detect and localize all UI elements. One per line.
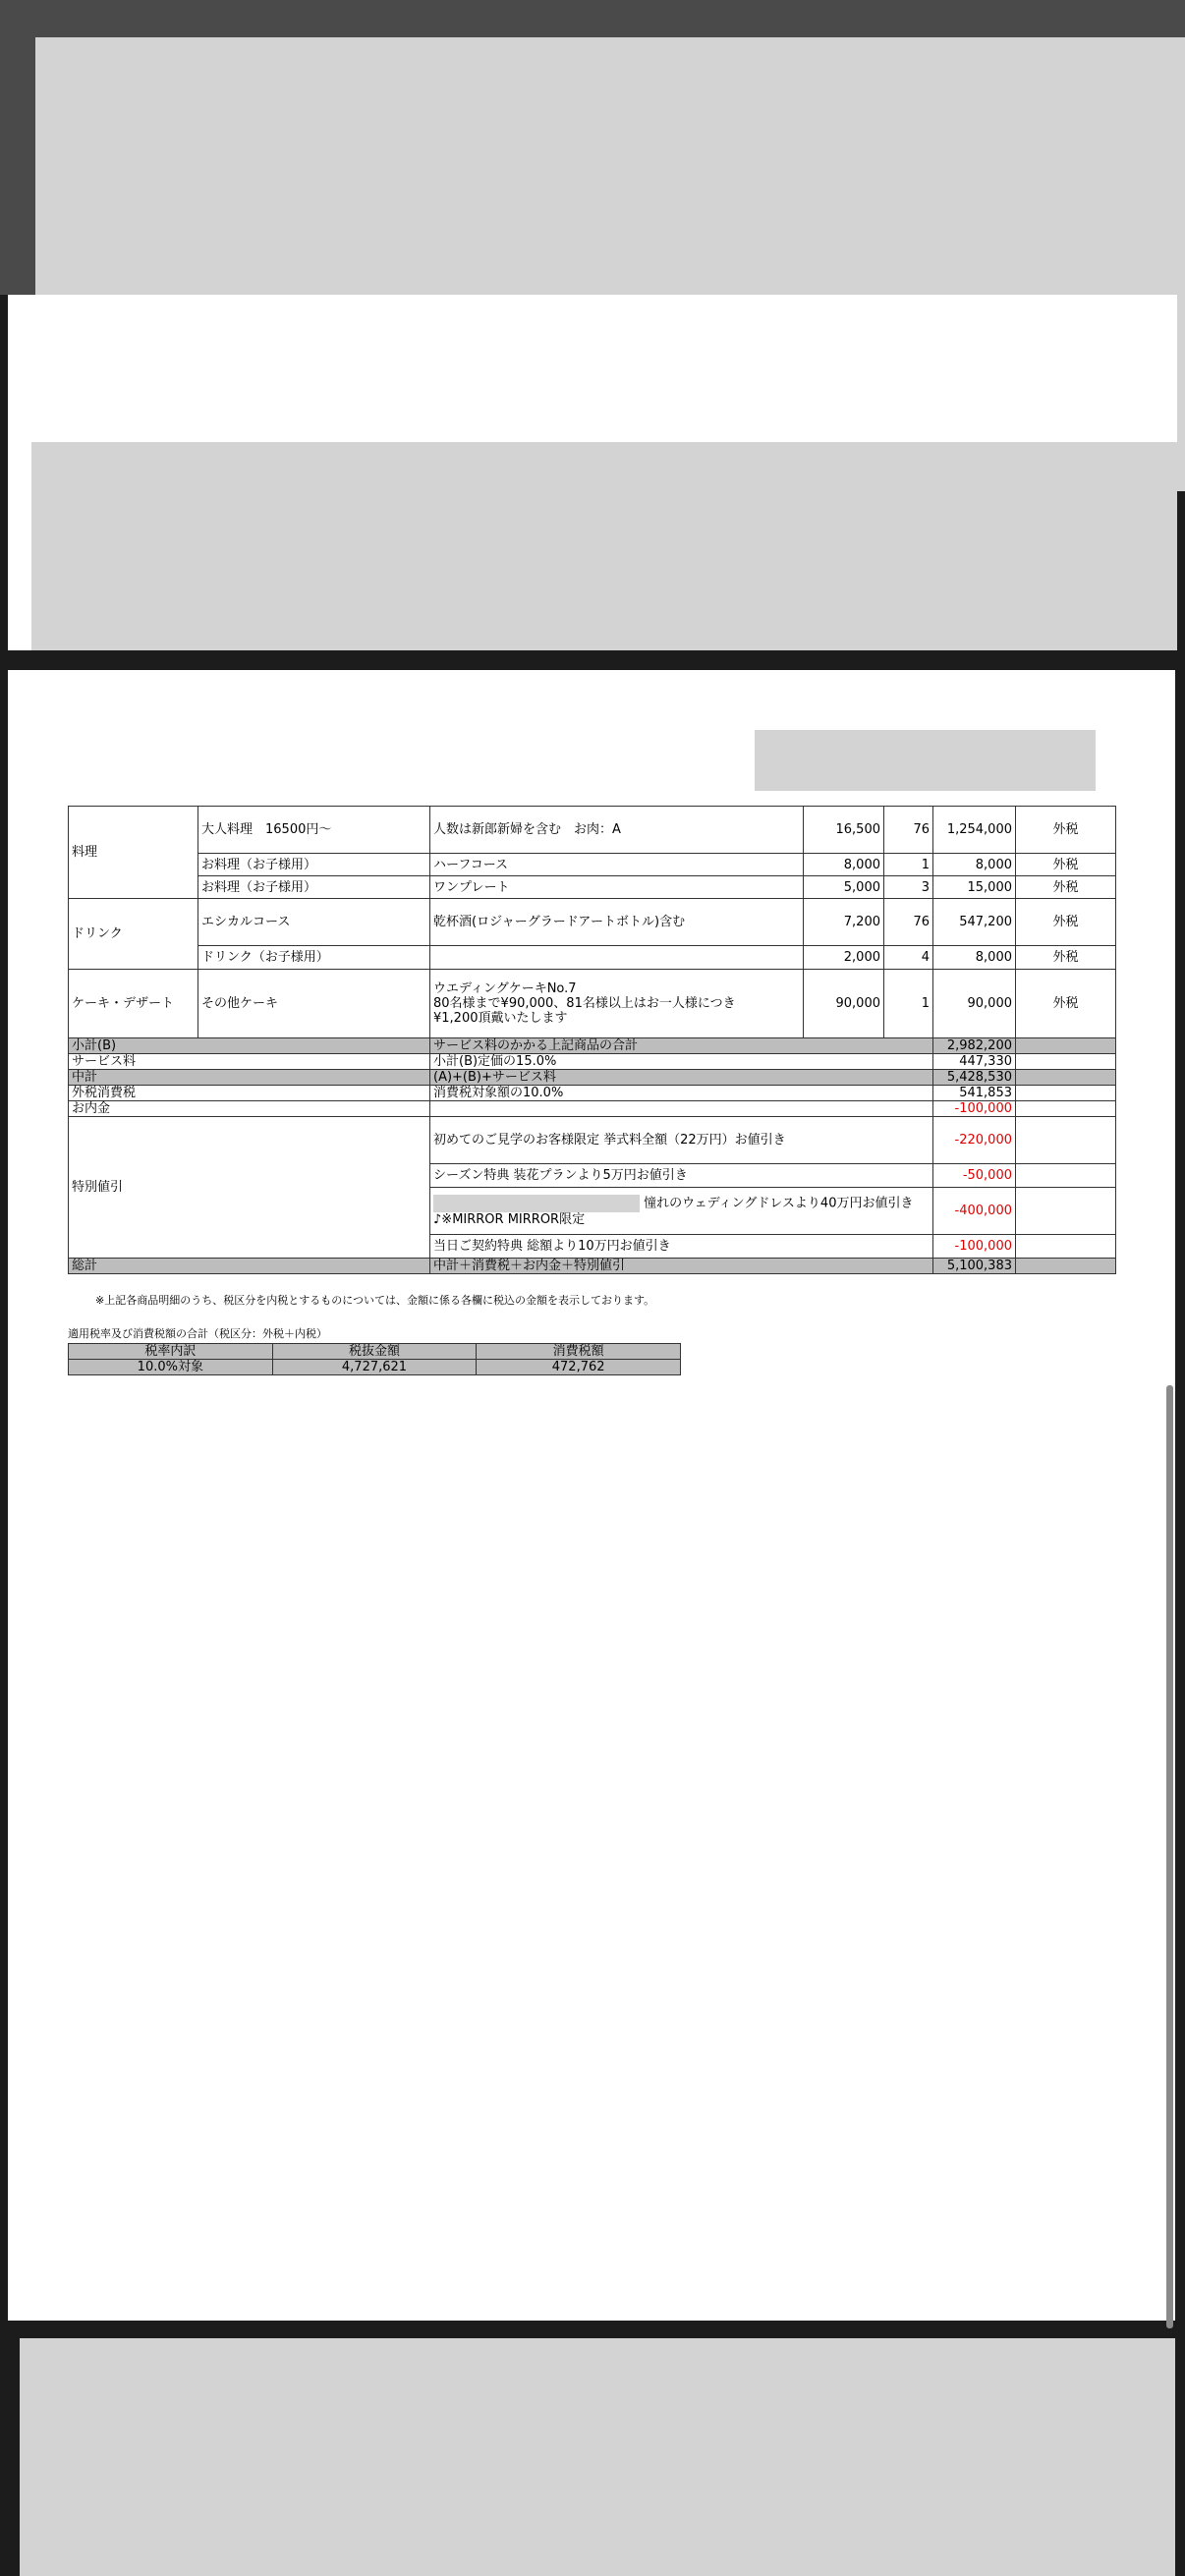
item-cell: その他ケーキ — [198, 970, 430, 1038]
tax-row — [69, 1086, 1116, 1101]
tax-desc: 消費税対象額の10.0% — [430, 1086, 933, 1101]
midtotal-label: 中計 — [69, 1070, 430, 1086]
total-label: 総計 — [69, 1259, 430, 1274]
tax-note: ※上記各商品明細のうち、税区分を内税とするものについては、金額に係る各欄に税込の金額を表示しております。 — [95, 1294, 655, 1307]
qty-cell: 1 — [884, 970, 933, 1038]
estimate-table — [68, 806, 1116, 1274]
qty-cell: 76 — [884, 899, 933, 946]
summary-cell: 4,727,621 — [272, 1360, 477, 1375]
deposit-amount: -100,000 — [933, 1101, 1016, 1117]
tax-amount: 541,853 — [933, 1086, 1016, 1101]
unit-price-cell: 7,200 — [804, 899, 884, 946]
tax-type-cell: 外税 — [1016, 807, 1116, 854]
summary-row — [69, 1360, 681, 1375]
midtotal-row — [69, 1070, 1116, 1086]
discount-amount: -50,000 — [933, 1164, 1016, 1188]
amount-cell: 15,000 — [933, 876, 1016, 899]
table-row — [69, 876, 1116, 899]
total-desc: 中計＋消費税＋お内金＋特別値引 — [430, 1259, 933, 1274]
estimate-document — [68, 806, 1115, 1375]
discount-row — [69, 1117, 1116, 1164]
description-cell: 乾杯酒(ロジャーグラードアートボトル)含む — [430, 899, 804, 946]
empty-cell — [430, 1101, 933, 1117]
tax-type-cell: 外税 — [1016, 970, 1116, 1038]
empty-cell — [1016, 1117, 1116, 1164]
empty-cell — [1016, 1259, 1116, 1274]
category-cell: ケーキ・デザート — [69, 970, 198, 1038]
unit-price-cell: 5,000 — [804, 876, 884, 899]
service-amount: 447,330 — [933, 1054, 1016, 1070]
discount-amount: -220,000 — [933, 1117, 1016, 1164]
empty-cell — [1016, 1038, 1116, 1054]
subtotal-amount: 2,982,200 — [933, 1038, 1016, 1054]
unit-price-cell: 16,500 — [804, 807, 884, 854]
tax-type-cell: 外税 — [1016, 899, 1116, 946]
midtotal-desc: (A)+(B)+サービス料 — [430, 1070, 933, 1086]
discount-desc: 当日ご契約特典 総額より10万円お値引き — [430, 1235, 933, 1259]
tax-label: 外税消費税 — [69, 1086, 430, 1101]
subtotal-desc: サービス料のかかる上記商品の合計 — [430, 1038, 933, 1054]
tax-type-cell: 外税 — [1016, 946, 1116, 970]
discount-desc: シーズン特典 装花プランより5万円お値引き — [430, 1164, 933, 1188]
discount-amount: -400,000 — [933, 1188, 1016, 1235]
document-page — [8, 670, 1175, 2321]
amount-cell: 90,000 — [933, 970, 1016, 1038]
qty-cell: 3 — [884, 876, 933, 899]
redacted-text — [433, 1195, 640, 1212]
table-row — [69, 854, 1116, 876]
discount-desc: 初めてのご見学のお客様限定 挙式料全額（22万円）お値引き — [430, 1117, 933, 1164]
category-cell: 料理 — [69, 807, 198, 899]
summary-header: 消費税額 — [477, 1344, 681, 1360]
discount-desc-line: 憧れのウェディングドレスより40万円お値引き — [644, 1196, 914, 1211]
empty-cell — [1016, 1101, 1116, 1117]
item-cell: お料理（お子様用） — [198, 876, 430, 899]
service-row — [69, 1054, 1116, 1070]
summary-header-row — [69, 1344, 681, 1360]
redacted-stamp — [755, 730, 1096, 791]
tax-type-cell: 外税 — [1016, 854, 1116, 876]
summary-header: 税抜金額 — [272, 1344, 477, 1360]
discount-amount: -100,000 — [933, 1235, 1016, 1259]
deposit-row — [69, 1101, 1116, 1117]
previous-page — [8, 295, 1177, 650]
deposit-label: お内金 — [69, 1101, 430, 1117]
table-row — [69, 807, 1116, 854]
unit-price-cell: 90,000 — [804, 970, 884, 1038]
redacted-region — [31, 442, 1177, 650]
description-cell: ハーフコース — [430, 854, 804, 876]
description-cell: ワンプレート — [430, 876, 804, 899]
subtotal-label: 小計(B) — [69, 1038, 430, 1054]
summary-cell: 10.0%対象 — [69, 1360, 273, 1375]
summary-header: 税率内訳 — [69, 1344, 273, 1360]
next-page-redacted — [20, 2338, 1175, 2576]
summary-caption: 適用税率及び消費税額の合計（税区分：外税＋内税） — [68, 1327, 327, 1340]
summary-cell: 472,762 — [477, 1360, 681, 1375]
amount-cell: 547,200 — [933, 899, 1016, 946]
description-cell — [430, 970, 804, 1038]
empty-cell — [1016, 1086, 1116, 1101]
total-amount: 5,100,383 — [933, 1259, 1016, 1274]
subtotal-row — [69, 1038, 1116, 1054]
item-cell: お料理（お子様用） — [198, 854, 430, 876]
discount-label: 特別値引 — [69, 1117, 430, 1259]
description-line: ウエディングケーキNo.7 — [433, 981, 577, 996]
amount-cell: 8,000 — [933, 946, 1016, 970]
total-row — [69, 1259, 1116, 1274]
qty-cell: 76 — [884, 807, 933, 854]
service-desc: 小計(B)定価の15.0% — [430, 1054, 933, 1070]
table-row — [69, 970, 1116, 1038]
qty-cell: 4 — [884, 946, 933, 970]
scrollbar-thumb[interactable] — [1166, 1385, 1173, 2328]
empty-cell — [1016, 1054, 1116, 1070]
amount-cell: 8,000 — [933, 854, 1016, 876]
description-line: ¥1,200頂戴いたします — [433, 1011, 568, 1026]
description-line: 80名様まで¥90,000、81名様以上はお一人様につき — [433, 996, 736, 1011]
midtotal-amount: 5,428,530 — [933, 1070, 1016, 1086]
table-row — [69, 899, 1116, 946]
unit-price-cell: 2,000 — [804, 946, 884, 970]
empty-cell — [1016, 1188, 1116, 1235]
tax-type-cell: 外税 — [1016, 876, 1116, 899]
unit-price-cell: 8,000 — [804, 854, 884, 876]
category-cell: ドリンク — [69, 899, 198, 970]
amount-cell: 1,254,000 — [933, 807, 1016, 854]
qty-cell: 1 — [884, 854, 933, 876]
description-cell: 人数は新郎新婦を含む お肉：A — [430, 807, 804, 854]
empty-cell — [1016, 1164, 1116, 1188]
discount-desc-line: ♪※MIRROR MIRROR限定 — [433, 1212, 586, 1227]
service-label: サービス料 — [69, 1054, 430, 1070]
tax-summary-table — [68, 1343, 681, 1375]
empty-cell — [1016, 1070, 1116, 1086]
description-cell — [430, 946, 804, 970]
discount-desc — [430, 1188, 933, 1235]
empty-cell — [1016, 1235, 1116, 1259]
table-row — [69, 946, 1116, 970]
item-cell: ドリンク（お子様用） — [198, 946, 430, 970]
item-cell: 大人料理 16500円〜 — [198, 807, 430, 854]
item-cell: エシカルコース — [198, 899, 430, 946]
